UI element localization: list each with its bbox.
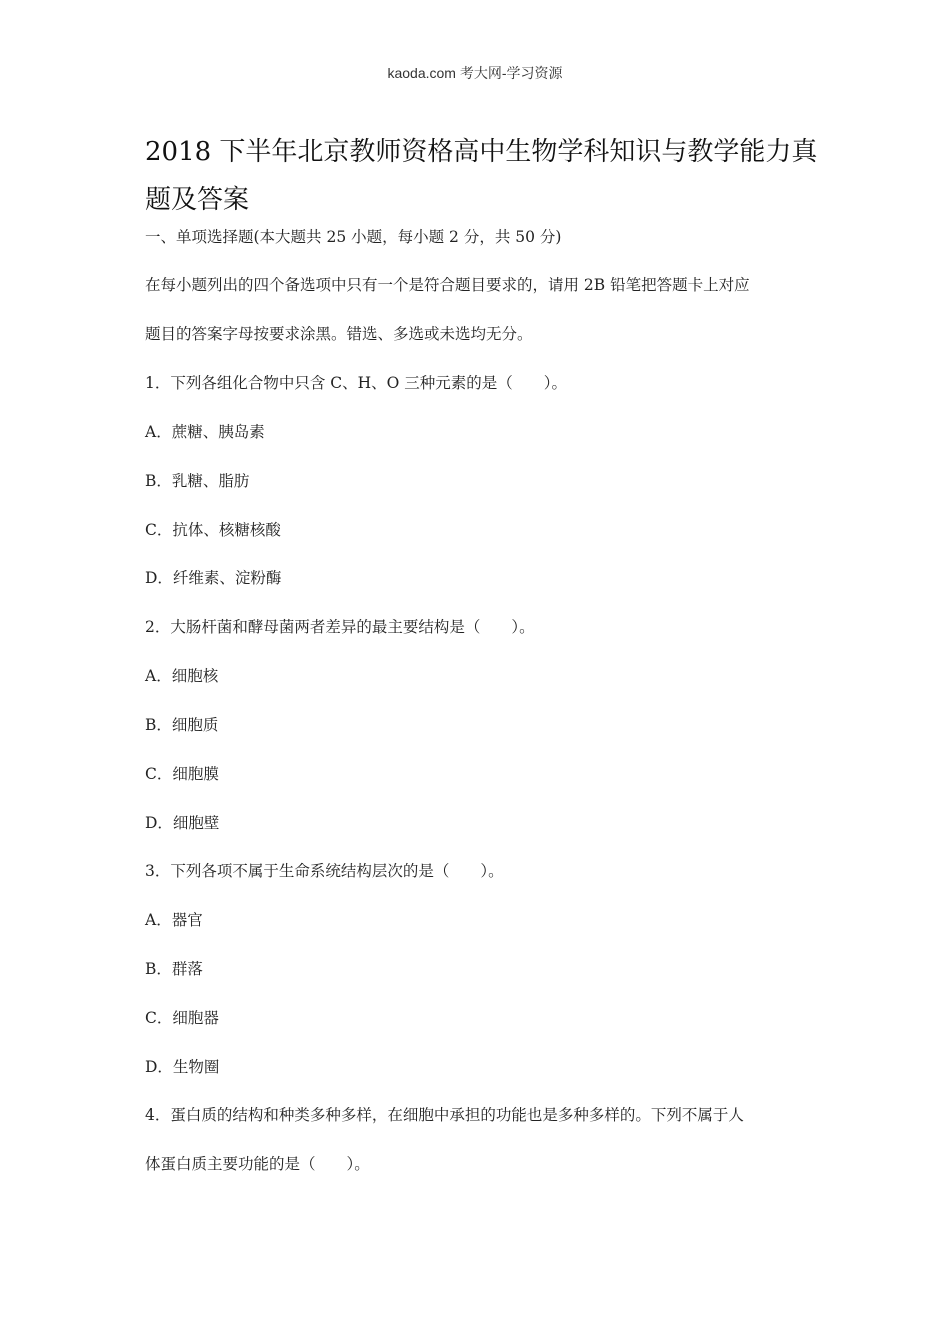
question-2-option-b: B．细胞质 [145, 716, 219, 734]
question-1-option-d: D．纤维素、淀粉酶 [145, 569, 282, 587]
document-title-line-2: 题及答案 [145, 185, 250, 215]
page-header: kaoda.com 考大网-学习资源 [387, 65, 563, 81]
question-3-stem: 3．下列各项不属于生命系统结构层次的是（ ）。 [145, 862, 504, 880]
question-3-option-c: C．细胞器 [145, 1009, 219, 1027]
question-1-option-a: A．蔗糖、胰岛素 [145, 423, 265, 441]
question-2-option-d: D．细胞壁 [145, 814, 220, 832]
question-1-option-c: C．抗体、核糖核酸 [145, 521, 281, 539]
instruction-line-1: 在每小题列出的四个备选项中只有一个是符合题目要求的，请用 2B 铅笔把答题卡上对应 [145, 276, 750, 294]
instruction-line-2: 题目的答案字母按要求涂黑。错选、多选或未选均无分。 [145, 325, 533, 343]
question-1-stem: 1．下列各组化合物中只含 C、H、O 三种元素的是（ ）。 [145, 374, 568, 392]
question-4-stem-line-2: 体蛋白质主要功能的是（ ）。 [145, 1155, 370, 1173]
question-3-option-d: D．生物圈 [145, 1058, 220, 1076]
question-3-option-b: B．群落 [145, 960, 203, 978]
question-2-option-a: A．细胞核 [145, 667, 219, 685]
section-heading: 一、单项选择题(本大题共 25 小题，每小题 2 分，共 50 分) [145, 228, 562, 246]
question-2-stem: 2．大肠杆菌和酵母菌两者差异的最主要结构是（ ）。 [145, 618, 535, 636]
question-2-option-c: C．细胞膜 [145, 765, 219, 783]
question-3-option-a: A．器官 [145, 911, 203, 929]
question-4-stem-line-1: 4．蛋白质的结构和种类多种多样，在细胞中承担的功能也是多种多样的。下列不属于人 [145, 1106, 744, 1124]
document-title-line-1: 2018 下半年北京教师资格高中生物学科知识与教学能力真 [145, 137, 818, 167]
question-1-option-b: B．乳糖、脂肪 [145, 472, 250, 490]
